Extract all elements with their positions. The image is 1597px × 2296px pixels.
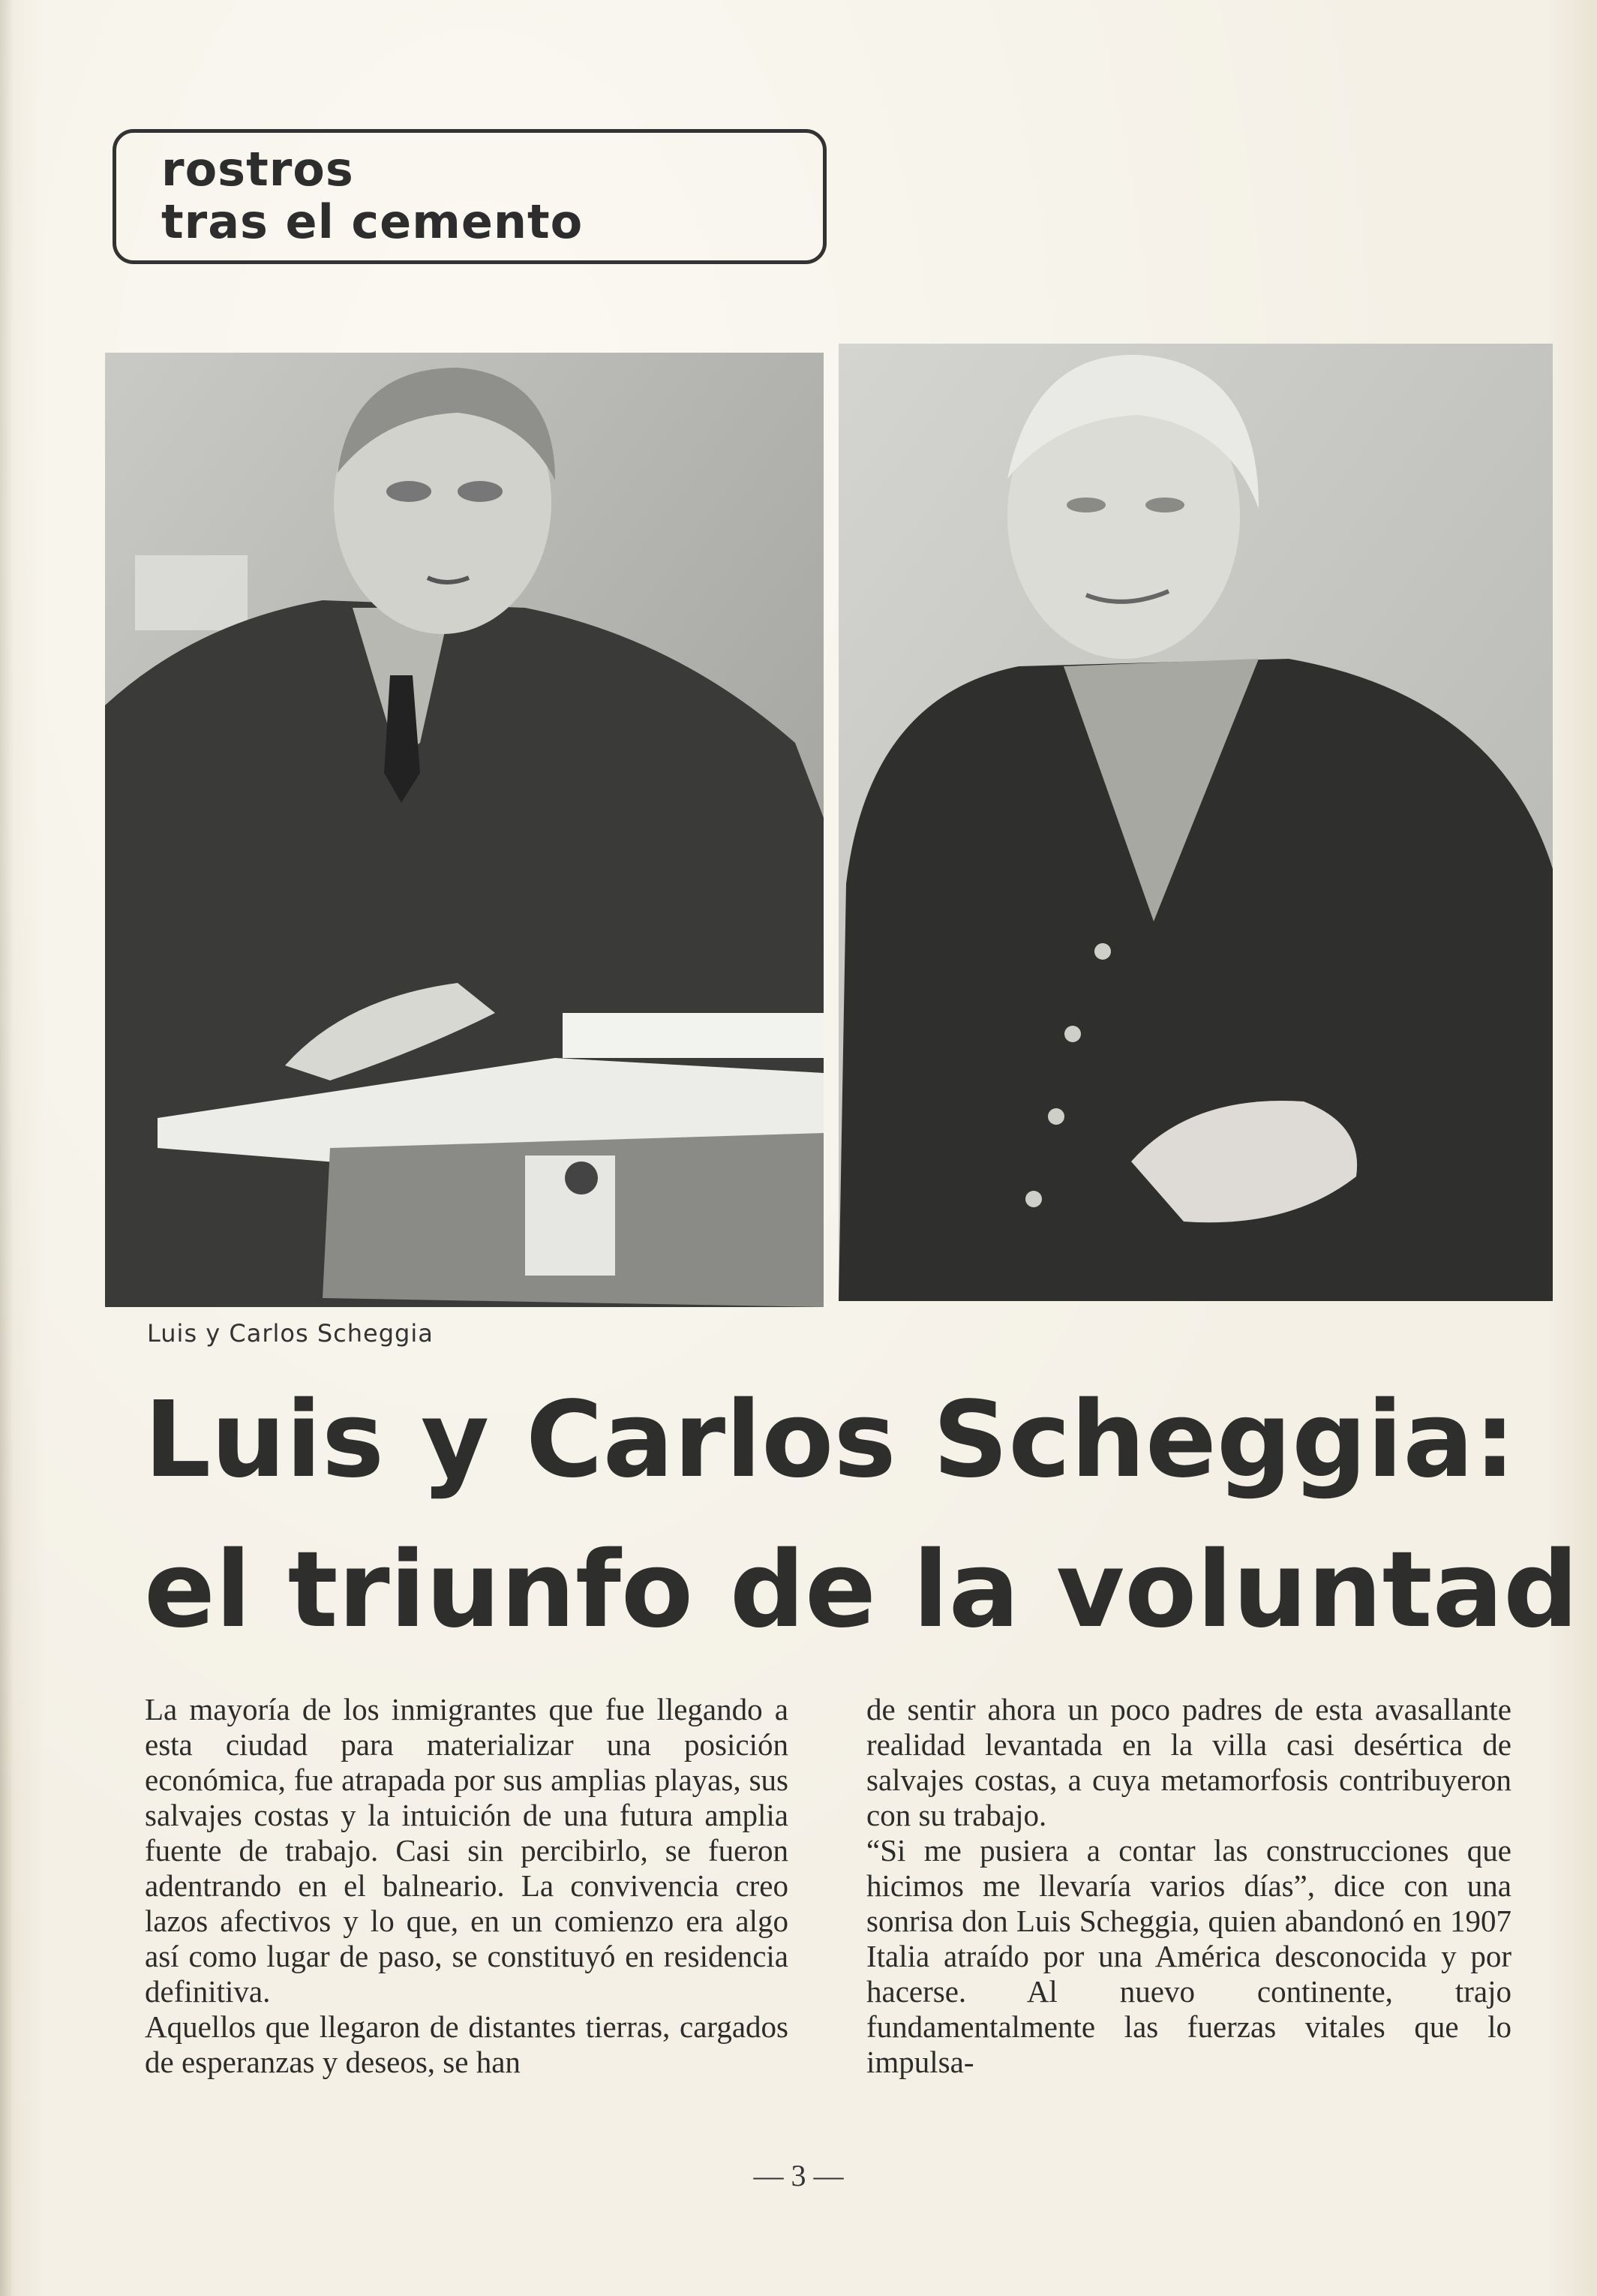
section-label-box <box>113 129 827 264</box>
article-paragraph: “Si me pusiera a contar las construcciones que hicimos me llevaría varios días”, dice con una sonrisa don Luis Scheggia, quien abandonó en 1907 Italia atraído por una América desconocida y por hacerse. Al nuevo continente, trajo fundamentalmente las fuerzas vitales que lo impulsa- <box>866 1833 1511 2079</box>
section-label-line1: rostros <box>161 142 354 197</box>
article-paragraph: Aquellos que llegaron de distantes tierras, cargados de esperanzas y deseos, se han <box>145 2009 788 2079</box>
page-number: — 3 — <box>753 2159 844 2192</box>
section-label-line2: tras el cemento <box>161 194 584 249</box>
photo-luis-scheggia <box>105 353 824 1307</box>
headline-line1: Luis y Carlos Scheggia: <box>144 1379 1516 1501</box>
photo-caption: Luis y Carlos Scheggia <box>147 1319 434 1348</box>
article-column-left <box>145 1692 788 2080</box>
article-column-right <box>866 1692 1511 2080</box>
article-paragraph: La mayoría de los inmigrantes que fue llegando a esta ciudad para materializar una posición económica, fue atrapada por sus amplias playas, sus salvajes costas y la intuición de una futura amplia fuente de trabajo. Casi sin percibirlo, se fueron adentrando en el balneario. La convivencia creo lazos afectivos y lo que, en un comienzo era algo así como lugar de paso, se constituyó en residencia definitiva. <box>145 1692 788 2009</box>
headline-line2: el triunfo de la voluntad <box>144 1529 1579 1651</box>
photo-carlos-scheggia <box>839 344 1553 1301</box>
article-paragraph: de sentir ahora un poco padres de esta avasallante realidad levantada en la villa casi desértica de salvajes costas, a cuya metamorfosis contribuyeron con su trabajo. <box>866 1692 1511 1832</box>
